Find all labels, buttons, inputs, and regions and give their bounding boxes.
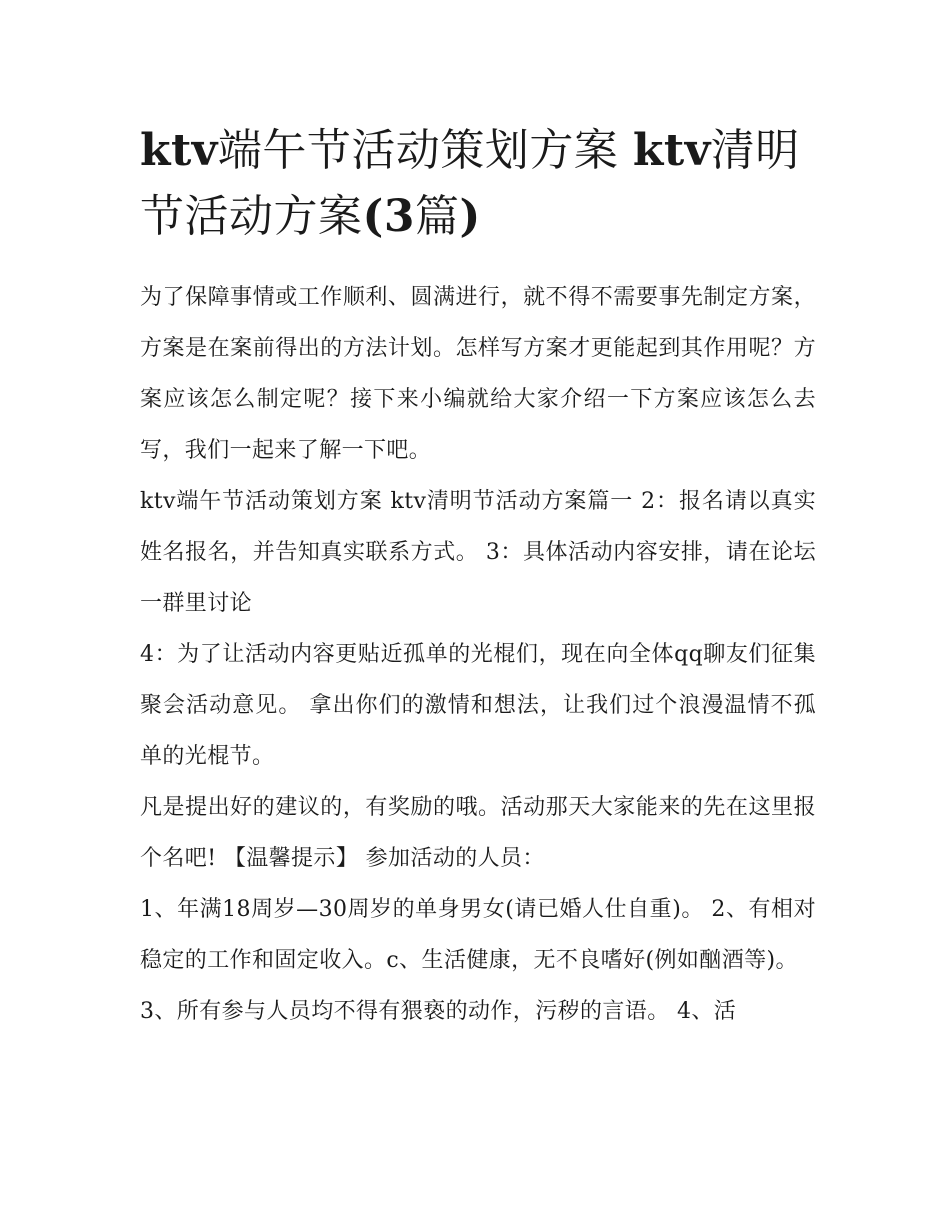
paragraph: ktv端午节活动策划方案 ktv清明节活动方案篇一 2：报名请以真实姓名报名，并告知真实联系方式。 3：具体活动内容安排，请在论坛一群里讨论 [140,489,816,616]
paragraph: 凡是提出好的建议的，有奖励的哦。活动那天大家能来的先在这里报个名吧! 【温馨提示】 参加活动的人员： [140,795,816,871]
document-body [140,272,816,1037]
paragraph: 为了保障事情或工作顺利、圆满进行，就不得不需要事先制定方案，方案是在案前得出的方法计划。怎样写方案才更能起到其作用呢？方案应该怎么制定呢？接下来小编就给大家介绍一下方案应该怎么去写，我们一起来了解一下吧。 [140,285,816,463]
document-page [140,118,816,1037]
paragraph: 4：为了让活动内容更贴近孤单的光棍们，现在向全体qq聊友们征集聚会活动意见。 拿出你们的激情和想法，让我们过个浪漫温情不孤单的光棍节。 [140,642,816,769]
document-title: ktv端午节活动策划方案 ktv清明节活动方案(3篇) [140,125,800,242]
paragraph: 3、所有参与人员均不得有猥亵的动作，污秽的言语。 4、活 [140,999,737,1024]
paragraph: 1、年满18周岁—30周岁的单身男女(请已婚人仕自重)。 2、有相对稳定的工作和固定收入。c、生活健康，无不良嗜好(例如酗酒等)。 [140,897,816,973]
